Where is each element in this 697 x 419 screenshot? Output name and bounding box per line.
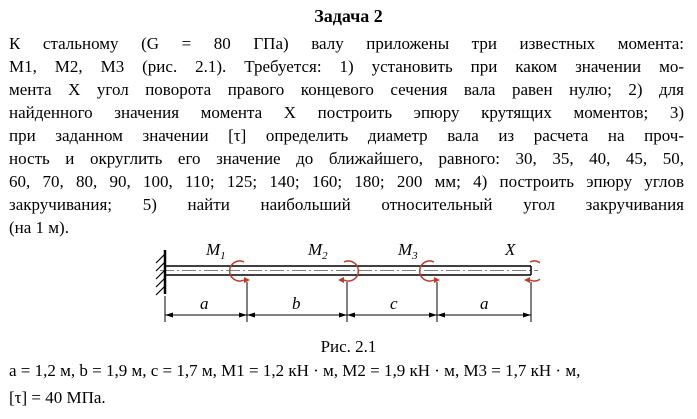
wall-support: [156, 250, 165, 295]
problem-title: Задача 2: [314, 6, 383, 26]
given-parameters: [9, 357, 580, 411]
text-line-4: найденного значения момента X построить эпюру крутящих моментов; 3): [9, 103, 684, 122]
segment-label-b: b: [292, 294, 301, 313]
figure-caption: Рис. 2.1: [320, 337, 377, 356]
label-x: X: [505, 240, 516, 259]
label-m1: $M_1$: [206, 240, 226, 262]
segment-label-a1: a: [200, 294, 209, 313]
text-line-5: при заданном значении [τ] определить диаметр вала из расчета на проч-: [9, 126, 684, 145]
text-line-9: (на 1 м).: [9, 218, 69, 237]
moment-arrow-m2: [338, 261, 358, 283]
params-line-1: a = 1,2 м, b = 1,9 м, c = 1,7 м, M1 = 1,2 кН · м, M2 = 1,9 кН · м, M3 = 1,7 кН · м,: [9, 361, 581, 380]
text-line-7: 60, 70, 80, 90, 100, 110; 125; 140; 160; 180; 200 мм; 4) построить эпюру углов: [9, 172, 684, 191]
moment-arrow-m1: [230, 261, 250, 283]
segment-label-a2: a: [480, 294, 489, 313]
label-m2: $M_2$: [308, 240, 328, 262]
problem-text: [9, 32, 684, 239]
text-line-6: ность и округлить его значение до ближайшего, равного: 30, 35, 40, 45, 50,: [9, 149, 684, 168]
text-line-8: закручивания; 5) найти наибольший относительный угол закручивания: [9, 195, 684, 214]
label-m3: $M_3$: [398, 240, 418, 262]
text-line-3: мента X угол поворота правого концевого сечения вала равен нулю; 2) для: [9, 80, 684, 99]
dimension-lines: [165, 282, 531, 322]
moment-arrow-m3: [420, 261, 440, 283]
shaft-figure: [140, 236, 540, 334]
segment-label-c: c: [390, 294, 398, 313]
params-line-2: [τ] = 40 МПа.: [9, 388, 106, 407]
moment-arrow-x: [524, 261, 540, 283]
shaft: [160, 266, 538, 275]
text-line-1: К стальному (G = 80 ГПа) валу приложены три известных момента:: [9, 34, 684, 53]
text-line-2: M1, M2, M3 (рис. 2.1). Требуется: 1) установить при каком значении мо-: [9, 57, 684, 76]
